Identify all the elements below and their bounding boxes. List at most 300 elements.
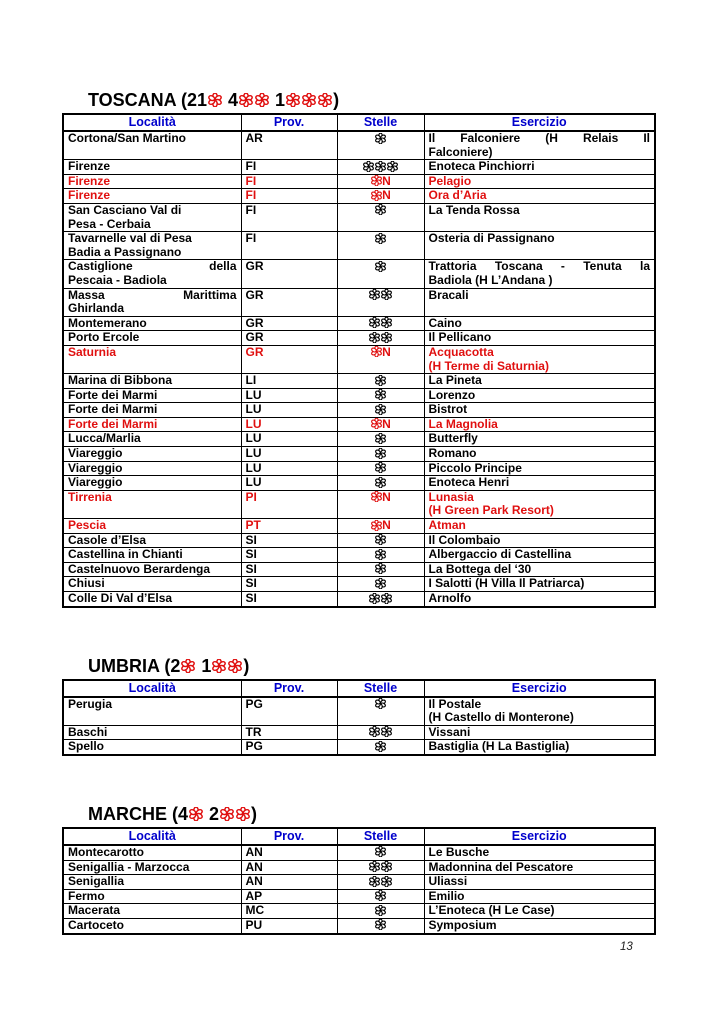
table-head (63, 114, 655, 131)
cell-line: Badiola (H L’Andana ) (428, 272, 553, 287)
table-body (63, 131, 655, 607)
michelin-star-icon (369, 593, 380, 604)
header-row (63, 828, 655, 845)
cell-localita: Cortona/San Martino (63, 131, 241, 160)
cell-esercizio (424, 490, 655, 518)
cell-prov: PG (241, 740, 337, 755)
new-entry-marker: N (382, 417, 391, 431)
table-row (63, 447, 655, 462)
table-row (63, 160, 655, 175)
table-row (63, 697, 655, 726)
michelin-star-icon (369, 332, 380, 343)
star-count: 21 (187, 90, 208, 110)
cell-localita: Forte dei Marmi (63, 388, 241, 403)
michelin-star-icon (375, 433, 386, 444)
new-entry-marker: N (382, 490, 391, 504)
cell-stelle (337, 316, 424, 331)
table-row (63, 918, 655, 933)
michelin-star-icon (375, 534, 386, 545)
cell-line: Acquacotta (428, 345, 494, 359)
michelin-star-icon (212, 659, 226, 673)
michelin-star-icon (371, 520, 382, 531)
table-row (63, 889, 655, 904)
michelin-star-icon (369, 726, 380, 737)
cell-localita: Macerata (63, 904, 241, 919)
star-count: 4 (178, 803, 189, 824)
cell-stelle (337, 548, 424, 563)
cell-prov: FI (241, 174, 337, 189)
michelin-star-icon (375, 133, 386, 144)
cell-prov: GR (241, 345, 337, 373)
region-table (62, 113, 656, 608)
table-row (63, 345, 655, 373)
cell-esercizio: Arnolfo (424, 592, 655, 607)
cell-line: Falconiere) (428, 144, 493, 159)
cell-line: Massa Marittima (68, 288, 237, 302)
cell-localita: Castellina in Chianti (63, 548, 241, 563)
cell-esercizio: Bracali (424, 288, 655, 316)
cell-esercizio (424, 131, 655, 160)
cell-localita: Castelnuovo Berardenga (63, 562, 241, 577)
table-row (63, 388, 655, 403)
cell-stelle (337, 432, 424, 447)
table-row (63, 260, 655, 288)
cell-esercizio: Caino (424, 316, 655, 331)
michelin-star-icon (302, 93, 316, 107)
cell-localita: Senigallia (63, 875, 241, 890)
cell-esercizio: La Magnolia (424, 417, 655, 432)
michelin-star-icon (371, 175, 382, 186)
cell-localita: Baschi (63, 725, 241, 740)
cell-stelle (337, 131, 424, 160)
cell-prov: MC (241, 904, 337, 919)
region-section-marche (62, 804, 654, 935)
cell-prov: SI (241, 562, 337, 577)
cell-localita: Firenze (63, 160, 241, 175)
cell-esercizio: Symposium (424, 918, 655, 933)
table-body (63, 845, 655, 934)
cell-esercizio: Le Busche (424, 845, 655, 860)
cell-line: (H Green Park Resort) (428, 503, 554, 518)
cell-line: Castiglione della (68, 259, 237, 274)
table-head (63, 828, 655, 845)
cell-esercizio: Emilio (424, 889, 655, 904)
michelin-star-icon (381, 317, 392, 328)
cell-localita: Forte dei Marmi (63, 403, 241, 418)
michelin-star-icon (375, 404, 386, 415)
cell-prov: GR (241, 316, 337, 331)
michelin-star-icon (369, 861, 380, 872)
michelin-star-icon (369, 289, 380, 300)
cell-localita: Montecarotto (63, 845, 241, 860)
column-header-localit: Località (63, 828, 241, 845)
table-row (63, 189, 655, 204)
cell-stelle (337, 889, 424, 904)
michelin-star-icon (375, 389, 386, 400)
cell-line: Pescaia - Badiola (68, 272, 167, 287)
region-table (62, 679, 656, 756)
cell-stelle (337, 203, 424, 231)
cell-stelle (337, 577, 424, 592)
michelin-star-icon (375, 233, 386, 244)
michelin-star-icon (375, 375, 386, 386)
cell-localita: Montemerano (63, 316, 241, 331)
cell-stelle (337, 519, 424, 534)
cell-localita: Spello (63, 740, 241, 755)
cell-prov: PU (241, 918, 337, 933)
cell-stelle (337, 388, 424, 403)
cell-esercizio (424, 697, 655, 726)
cell-stelle (337, 288, 424, 316)
table-row (63, 203, 655, 231)
michelin-star-icon (381, 332, 392, 343)
cell-esercizio: Vissani (424, 725, 655, 740)
michelin-star-icon (375, 890, 386, 901)
michelin-star-icon (375, 549, 386, 560)
cell-prov: GR (241, 260, 337, 288)
cell-localita: Viareggio (63, 447, 241, 462)
michelin-star-icon (381, 289, 392, 300)
region-title-close: ) (251, 803, 258, 824)
table-row (63, 562, 655, 577)
cell-localita: Cartoceto (63, 918, 241, 933)
cell-localita: Viareggio (63, 476, 241, 491)
cell-localita: Fermo (63, 889, 241, 904)
cell-prov: LU (241, 461, 337, 476)
cell-localita: Viareggio (63, 461, 241, 476)
cell-localita: Saturnia (63, 345, 241, 373)
column-header-esercizio: Esercizio (424, 828, 655, 845)
cell-esercizio: Il Colombaio (424, 533, 655, 548)
table-row (63, 577, 655, 592)
cell-esercizio: Il Pellicano (424, 331, 655, 346)
cell-prov: FI (241, 232, 337, 260)
table-row (63, 403, 655, 418)
table-row (63, 476, 655, 491)
michelin-star-icon (375, 563, 386, 574)
cell-localita: Firenze (63, 189, 241, 204)
cell-esercizio: Lorenzo (424, 388, 655, 403)
cell-stelle (337, 875, 424, 890)
cell-stelle (337, 447, 424, 462)
michelin-star-icon (381, 861, 392, 872)
region-section-toscana (62, 90, 654, 608)
star-count: 2 (170, 655, 181, 676)
cell-localita: Porto Ercole (63, 331, 241, 346)
cell-localita (63, 203, 241, 231)
michelin-star-icon (239, 93, 253, 107)
cell-localita: Senigallia - Marzocca (63, 860, 241, 875)
cell-esercizio: Atman (424, 519, 655, 534)
michelin-star-icon (371, 346, 382, 357)
region-title-close: ) (243, 655, 250, 676)
michelin-star-icon (375, 477, 386, 488)
cell-esercizio: Enoteca Henri (424, 476, 655, 491)
michelin-star-icon (220, 807, 234, 821)
table-body (63, 697, 655, 755)
page-number: 13 (620, 941, 633, 953)
cell-stelle (337, 374, 424, 389)
table-row (63, 490, 655, 518)
cell-localita: Chiusi (63, 577, 241, 592)
cell-line: Il Falconiere (H Relais Il (428, 131, 650, 145)
column-header-stelle: Stelle (337, 114, 424, 131)
michelin-star-icon (375, 448, 386, 459)
cell-stelle (337, 860, 424, 875)
cell-line: Trattoria Toscana - Tenuta la (428, 259, 650, 274)
region-name: MARCHE ( (88, 803, 178, 824)
michelin-star-icon (371, 491, 382, 502)
michelin-star-icon (375, 204, 386, 215)
cell-prov: GR (241, 331, 337, 346)
michelin-star-icon (371, 418, 382, 429)
cell-prov: FI (241, 160, 337, 175)
cell-stelle (337, 331, 424, 346)
cell-prov: AP (241, 889, 337, 904)
cell-stelle (337, 345, 424, 373)
cell-esercizio: Madonnina del Pescatore (424, 860, 655, 875)
cell-prov: AN (241, 875, 337, 890)
star-count: 2 (204, 803, 220, 824)
michelin-star-icon (228, 659, 242, 673)
cell-prov: LU (241, 476, 337, 491)
cell-stelle (337, 697, 424, 726)
michelin-star-icon (318, 93, 332, 107)
column-header-stelle: Stelle (337, 828, 424, 845)
regions-container (62, 0, 654, 935)
michelin-star-icon (375, 578, 386, 589)
cell-prov: TR (241, 725, 337, 740)
cell-prov: PI (241, 490, 337, 518)
cell-localita: Tirrenia (63, 490, 241, 518)
cell-stelle (337, 592, 424, 607)
table-row (63, 131, 655, 160)
star-count: 1 (196, 655, 212, 676)
cell-esercizio: Butterfly (424, 432, 655, 447)
table-row (63, 432, 655, 447)
column-header-prov: Prov. (241, 828, 337, 845)
table-row (63, 331, 655, 346)
cell-prov: PG (241, 697, 337, 726)
cell-localita: Marina di Bibbona (63, 374, 241, 389)
cell-localita: Colle Di Val d’Elsa (63, 592, 241, 607)
column-header-prov: Prov. (241, 114, 337, 131)
cell-stelle (337, 232, 424, 260)
column-header-esercizio: Esercizio (424, 114, 655, 131)
cell-prov: AN (241, 845, 337, 860)
cell-line: Tavarnelle val di Pesa (68, 231, 192, 246)
cell-stelle (337, 904, 424, 919)
cell-prov: LI (241, 374, 337, 389)
cell-esercizio: Albergaccio di Castellina (424, 548, 655, 563)
michelin-star-icon (375, 846, 386, 857)
cell-line: Pesa - Cerbaia (68, 216, 151, 231)
michelin-star-icon (381, 593, 392, 604)
cell-line: San Casciano Val di (68, 203, 182, 217)
cell-prov: SI (241, 577, 337, 592)
cell-esercizio: La Pineta (424, 374, 655, 389)
michelin-star-icon (375, 161, 386, 172)
table-row (63, 548, 655, 563)
cell-stelle (337, 918, 424, 933)
michelin-star-icon (375, 905, 386, 916)
cell-localita (63, 288, 241, 316)
michelin-star-icon (371, 190, 382, 201)
cell-stelle (337, 845, 424, 860)
cell-stelle (337, 189, 424, 204)
michelin-star-icon (375, 919, 386, 930)
cell-localita: Pescia (63, 519, 241, 534)
region-title (88, 804, 654, 824)
michelin-star-icon (181, 659, 195, 673)
region-name: TOSCANA ( (88, 90, 187, 110)
cell-stelle (337, 417, 424, 432)
cell-esercizio: Osteria di Passignano (424, 232, 655, 260)
column-header-esercizio: Esercizio (424, 680, 655, 697)
cell-localita: Forte dei Marmi (63, 417, 241, 432)
michelin-star-icon (375, 261, 386, 272)
cell-prov: LU (241, 417, 337, 432)
cell-line: Lunasia (428, 490, 474, 504)
cell-prov: LU (241, 447, 337, 462)
michelin-star-icon (189, 807, 203, 821)
cell-localita (63, 260, 241, 288)
cell-esercizio: L’Enoteca (H Le Case) (424, 904, 655, 919)
cell-prov: SI (241, 548, 337, 563)
michelin-star-icon (369, 317, 380, 328)
cell-prov: LU (241, 388, 337, 403)
new-entry-marker: N (382, 174, 391, 188)
table-row (63, 519, 655, 534)
region-table (62, 827, 656, 935)
table-row (63, 845, 655, 860)
column-header-localit: Località (63, 114, 241, 131)
cell-prov: SI (241, 533, 337, 548)
header-row (63, 680, 655, 697)
table-row (63, 740, 655, 755)
michelin-star-icon (255, 93, 269, 107)
cell-stelle (337, 725, 424, 740)
new-entry-marker: N (382, 188, 391, 203)
table-row (63, 904, 655, 919)
cell-esercizio: La Tenda Rossa (424, 203, 655, 231)
michelin-star-icon (381, 876, 392, 887)
region-title-close: ) (333, 90, 340, 110)
cell-line: (H Castello di Monterone) (428, 710, 574, 725)
cell-stelle (337, 490, 424, 518)
cell-stelle (337, 174, 424, 189)
column-header-prov: Prov. (241, 680, 337, 697)
michelin-star-icon (236, 807, 250, 821)
cell-stelle (337, 740, 424, 755)
table-row (63, 417, 655, 432)
cell-localita (63, 232, 241, 260)
cell-line: (H Terme di Saturnia) (428, 358, 549, 373)
michelin-star-icon (375, 462, 386, 473)
cell-esercizio: Uliassi (424, 875, 655, 890)
cell-stelle (337, 533, 424, 548)
cell-esercizio (424, 345, 655, 373)
table-row (63, 592, 655, 607)
star-count: 1 (270, 90, 286, 110)
michelin-star-icon (375, 698, 386, 709)
table-row (63, 533, 655, 548)
michelin-star-icon (286, 93, 300, 107)
region-name: UMBRIA ( (88, 655, 171, 676)
cell-prov: GR (241, 288, 337, 316)
michelin-star-icon (375, 741, 386, 752)
michelin-star-icon (369, 876, 380, 887)
cell-prov: PT (241, 519, 337, 534)
table-row (63, 461, 655, 476)
table-row (63, 288, 655, 316)
cell-stelle (337, 461, 424, 476)
cell-stelle (337, 476, 424, 491)
table-row (63, 875, 655, 890)
michelin-star-icon (363, 161, 374, 172)
cell-prov: SI (241, 592, 337, 607)
michelin-star-icon (208, 93, 222, 107)
region-section-umbria (62, 656, 654, 756)
cell-esercizio: Enoteca Pinchiorri (424, 160, 655, 175)
cell-localita: Lucca/Marlia (63, 432, 241, 447)
cell-prov: AR (241, 131, 337, 160)
cell-prov: AN (241, 860, 337, 875)
cell-esercizio (424, 260, 655, 288)
new-entry-marker: N (382, 345, 391, 359)
star-count: 4 (223, 90, 239, 110)
table-row (63, 860, 655, 875)
cell-stelle (337, 160, 424, 175)
table-head (63, 680, 655, 697)
cell-prov: FI (241, 203, 337, 231)
michelin-star-icon (381, 726, 392, 737)
region-title (88, 90, 654, 110)
column-header-stelle: Stelle (337, 680, 424, 697)
cell-prov: FI (241, 189, 337, 204)
cell-esercizio: Ora d’Aria (424, 189, 655, 204)
cell-localita: Perugia (63, 697, 241, 726)
cell-esercizio: Pelagio (424, 174, 655, 189)
cell-line: Il Postale (428, 696, 482, 711)
michelin-star-icon (387, 161, 398, 172)
cell-stelle (337, 562, 424, 577)
cell-line: Badia a Passignano (68, 244, 182, 259)
cell-prov: LU (241, 432, 337, 447)
cell-prov: LU (241, 403, 337, 418)
region-title (88, 656, 654, 676)
table-row (63, 232, 655, 260)
cell-esercizio: La Bottega del ‘30 (424, 562, 655, 577)
column-header-localit: Località (63, 680, 241, 697)
cell-stelle (337, 260, 424, 288)
cell-localita: Firenze (63, 174, 241, 189)
cell-esercizio: Piccolo Principe (424, 461, 655, 476)
table-row (63, 316, 655, 331)
table-row (63, 374, 655, 389)
header-row (63, 114, 655, 131)
cell-esercizio: Bastiglia (H La Bastiglia) (424, 740, 655, 755)
table-row (63, 174, 655, 189)
table-row (63, 725, 655, 740)
cell-stelle (337, 403, 424, 418)
cell-esercizio: Bistrot (424, 403, 655, 418)
cell-localita: Casole d’Elsa (63, 533, 241, 548)
new-entry-marker: N (382, 518, 391, 533)
cell-esercizio: I Salotti (H Villa Il Patriarca) (424, 577, 655, 592)
cell-esercizio: Romano (424, 447, 655, 462)
cell-line: Ghirlanda (68, 301, 125, 316)
